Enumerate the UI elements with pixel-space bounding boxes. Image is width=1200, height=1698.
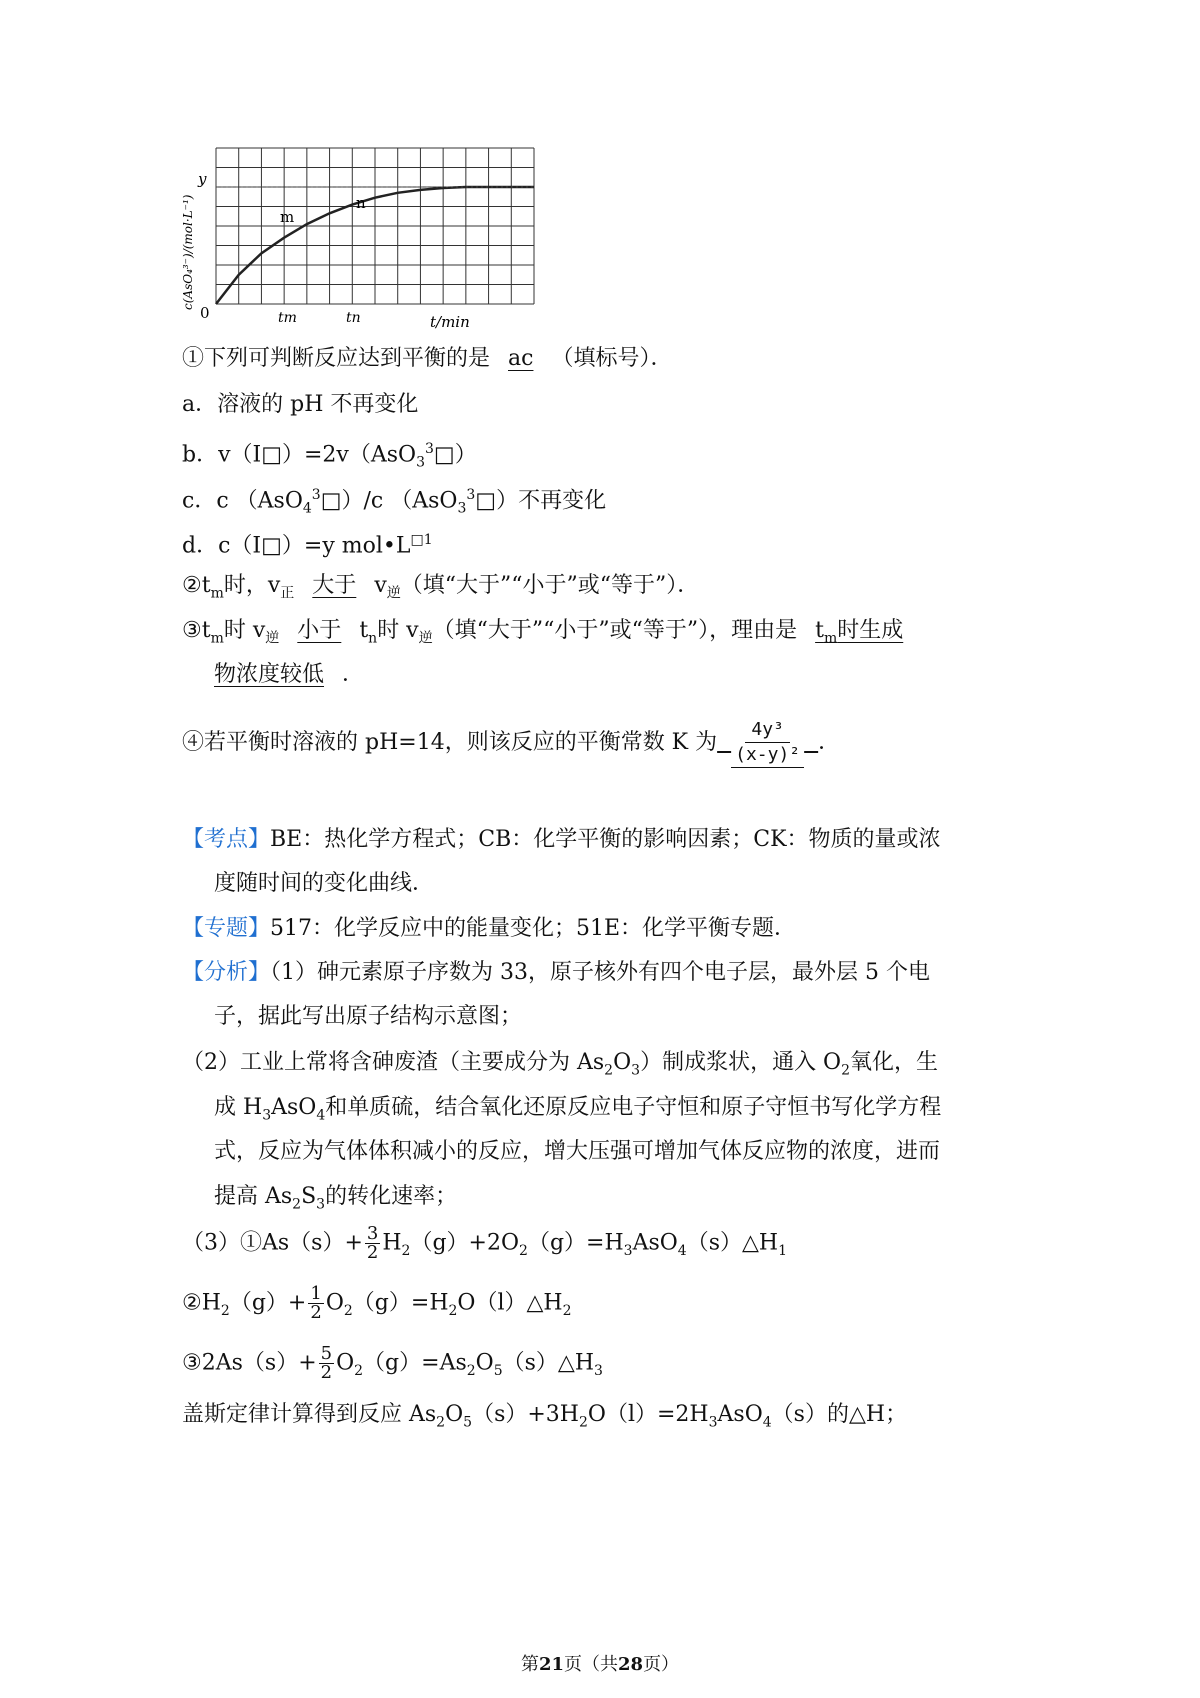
q3-reason: $t_m$时生成 [815,618,904,647]
part2-line2: 成 $H_3AsO_4$和单质硫，结合氧化还原反应电子守恒和原子守恒书写化学方程 [214,1095,942,1124]
q3-line1: $③t_m$时 $v_逆$ 小于 $t_n$时 $v_逆$（填“大于”“小于”或“等于”），理由是 $t_m$时生成 [182,618,904,647]
chart-ylabel: c(AsO₄³⁻)/(mol·L⁻¹) [181,194,195,310]
zhuanti-tag: 【专题】 [182,916,271,941]
x-tick-tn: tn [346,310,361,326]
point-label-m: m [280,208,295,226]
q3-line2: 物浓度较低 ． [214,662,365,687]
part2-line4: 提高 $As_2S_3$的转化速率； [214,1184,458,1213]
q1-opt-a: a．溶液的 pH 不再变化 [182,392,419,417]
kaodian-tag: 【考点】 [182,827,271,852]
y-level-label: y [198,170,207,188]
concentration-time-chart [180,140,540,335]
q3-answer: 小于 [297,618,342,643]
q2-line: $②t_m$时，$v_正$ 大于 $v_逆$（填“大于”“小于”或“等于”）． [182,573,700,602]
zhuanti-line: 【专题】517：化学反应中的能量变化；51E：化学平衡专题． [182,916,797,941]
chart-xlabel: t/min [430,313,470,331]
q1-opt-c: c．c （AsO$_4^3$□）/c （AsO$_3^3$□）不再变化 [182,487,607,517]
kaodian-line1: 【考点】BE：热化学方程式；CB：化学平衡的影响因素；CK：物质的量或浓 [182,827,941,852]
q1-answer: ac [508,346,534,371]
kaodian-line2: 度随时间的变化曲线． [214,871,435,896]
q1-opt-b: b．v（I□）=2v（AsO$_3^3$□） [182,441,477,471]
origin-label: 0 [200,304,210,322]
q2-answer: 大于 [312,573,357,598]
chart-grid [216,148,534,304]
hess-line: 盖斯定律计算得到反应 $As_2O_5(s)+3H_2O(l)=2H_3AsO_4(s)$的△H； [182,1402,908,1431]
part2-line1: （2）工业上常将含砷废渣（主要成分为 $As_2O_3$）制成浆状，通入 $O_2$氧化，生 [182,1050,939,1079]
fenxi-tag: 【分析】 [182,960,271,985]
fenxi-line1: 【分析】（1）砷元素原子序数为 33，原子核外有四个电子层，最外层 5 个电 [182,960,930,985]
eq3-line: ③2As（s）+ $\frac{5}{2}$ $O_2(g)=As_2O_5(s)\triangle H_3$ [182,1343,603,1383]
q4-line: ④若平衡时溶液的 pH=14，则该反应的平衡常数 K 为 $\frac{\text{4y³}}{\text{(x-y)²}}$ ． [182,718,840,768]
part2-line3: 式，反应为气体体积减小的反应，增大压强可增加气体反应物的浓度，进而 [214,1139,941,1164]
fenxi-line2: 子，据此写出原子结构示意图； [214,1004,523,1029]
eq2-line: $②H_2(g)+$ $\frac{1}{2}$ $O_2(g)=H_2O(l)\triangle H_2$ [182,1283,572,1323]
page-footer: 第21页（共28页） [520,1654,680,1675]
q1-opt-d: d．c（I□）=y $mol•L^{□1}$ [182,532,433,559]
q4-answer-fraction: $\frac{\text{4y³}}{\text{(x-y)²}}$ [731,718,804,768]
x-tick-tm: tm [278,310,297,326]
point-label-n: n [356,194,366,212]
eq1-line: （3）①As（s）+ $\frac{3}{2}$ $H_2(g)+2O_2(g)=H_3AsO_4(s)\triangle H_1$ [182,1223,788,1263]
q1-line: ①下列可判断反应达到平衡的是 ac （填标号）． [182,346,673,371]
